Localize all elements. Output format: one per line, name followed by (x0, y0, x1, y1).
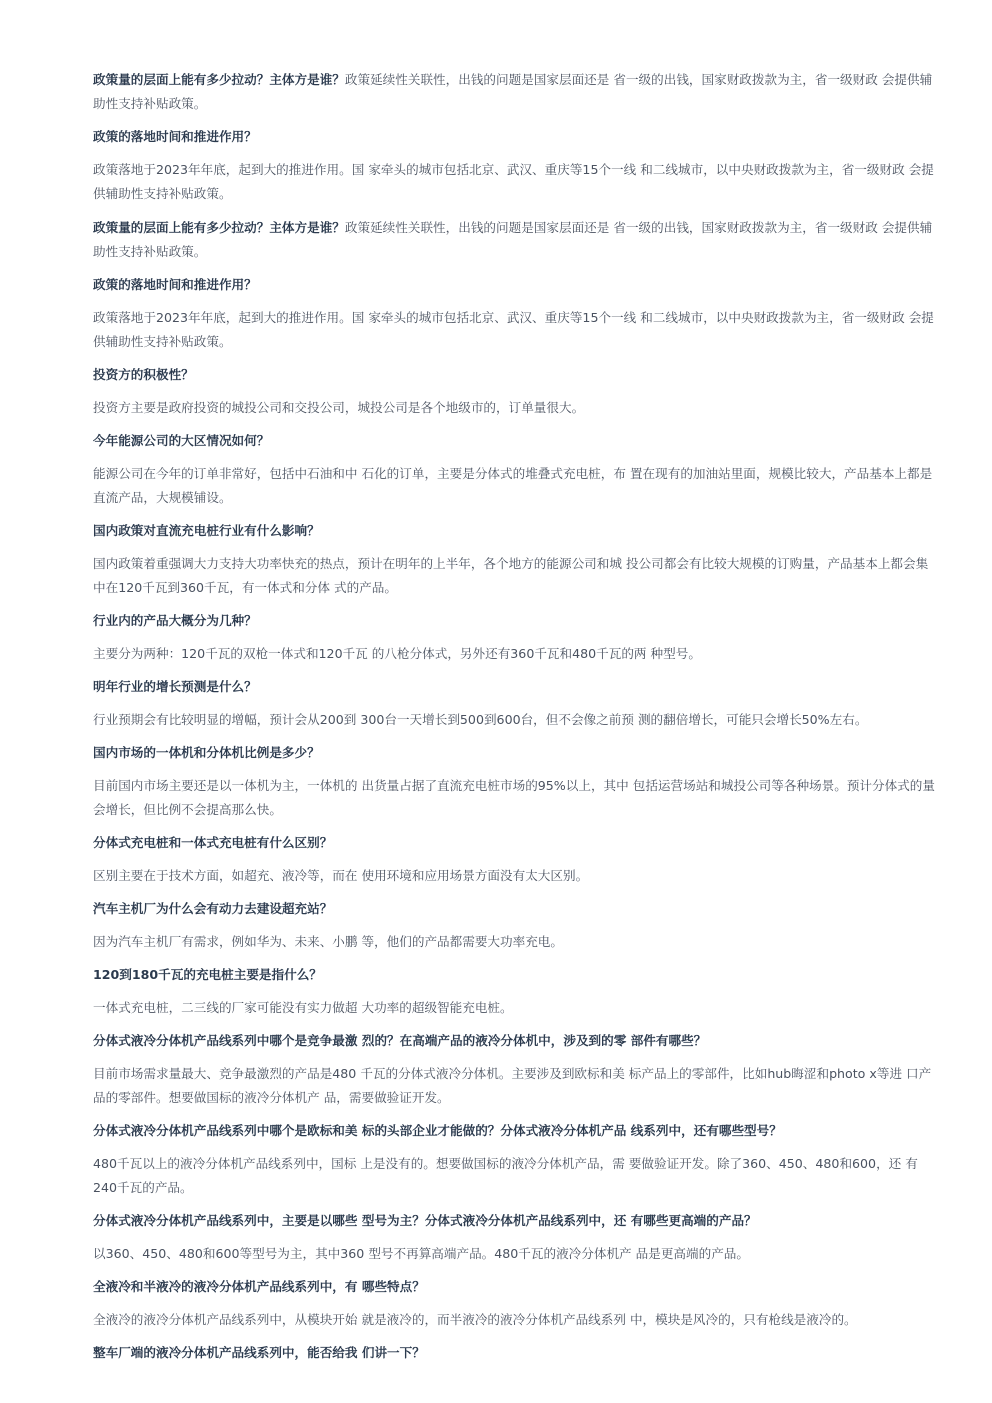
answer-text: 政策延续性关联性，出钱的问题是国家层面还是 省一级的出钱，国家财政拨款为主，省一级财政 会提供辅助性支持补贴政策。 (93, 72, 933, 111)
answer-paragraph: 480千瓦以上的液冷分体机产品线系列中，国标 上是没有的。想要做国标的液冷分体机产品，需 要做验证开发。除了360、450、480和600，还 有240千瓦的产品。 (93, 1156, 918, 1195)
answer-paragraph: 政策落地于2023年年底，起到大的推进作用。国 家牵头的城市包括北京、武汉、重庆等15个一线 和二线城市，以中央财政拨款为主，省一级财政 会提供辅助性支持补贴政策。 (93, 162, 934, 201)
answer-paragraph: 主要分为两种：120千瓦的双枪一体式和120千瓦 的八枪分体式，另外还有360千瓦和480千瓦的两 种型号。 (93, 646, 701, 661)
question-heading: 分体式液冷分体机产品线系列中哪个是欧标和美 标的头部企业才能做的？分体式液冷分体机产品 线系列中，还有哪些型号？ (93, 1123, 782, 1138)
question-heading: 投资方的积极性？ (93, 367, 194, 382)
document-body (93, 68, 939, 1374)
question-heading: 整车厂端的液冷分体机产品线系列中，能否给我 们讲一下？ (93, 1345, 425, 1360)
answer-paragraph: 一体式充电桩，二三线的厂家可能没有实力做超 大功率的超级智能充电桩。 (93, 1000, 513, 1015)
answer-paragraph: 以360、450、480和600等型号为主，其中360 型号不再算高端产品。480千瓦的液冷分体机产 品是更高端的产品。 (93, 1246, 749, 1261)
question-lead: 政策量的层面上能有多少拉动？主体方是谁？ (93, 72, 345, 87)
question-heading: 今年能源公司的大区情况如何？ (93, 433, 270, 448)
question-heading: 国内市场的一体机和分体机比例是多少？ (93, 745, 320, 760)
question-heading: 政策的落地时间和推进作用？ (93, 129, 257, 144)
answer-paragraph: 因为汽车主机厂有需求，例如华为、未来、小鹏 等，他们的产品都需要大功率充电。 (93, 934, 563, 949)
question-heading: 分体式液冷分体机产品线系列中哪个是竞争最激 烈的？在高端产品的液冷分体机中，涉及到的零 部件有哪些？ (93, 1033, 707, 1048)
question-lead: 政策量的层面上能有多少拉动？主体方是谁？ (93, 220, 345, 235)
question-heading: 120到180千瓦的充电桩主要是指什么？ (93, 967, 322, 982)
question-heading: 分体式充电桩和一体式充电桩有什么区别？ (93, 835, 333, 850)
answer-paragraph: 目前市场需求量最大、竞争最激烈的产品是480 千瓦的分体式液冷分体机。主要涉及到欧标和美 标产品上的零部件，比如hub晦涩和photo x等进 口产品的零部件。想要做国标的液冷分体机产 品，需要做验证开发。 (93, 1066, 932, 1105)
answer-paragraph: 行业预期会有比较明显的增幅，预计会从200到 300台一天增长到500到600台，但不会像之前预 测的翻倍增长，可能只会增长50%左右。 (93, 712, 868, 727)
answer-paragraph: 投资方主要是政府投资的城投公司和交投公司，城投公司是各个地级市的，订单量很大。 (93, 400, 585, 415)
answer-text: 政策延续性关联性，出钱的问题是国家层面还是 省一级的出钱，国家财政拨款为主，省一级财政 会提供辅助性支持补贴政策。 (93, 220, 933, 259)
question-heading: 国内政策对直流充电桩行业有什么影响？ (93, 523, 320, 538)
question-heading: 全液冷和半液冷的液冷分体机产品线系列中，有 哪些特点？ (93, 1279, 425, 1294)
question-heading: 明年行业的增长预测是什么？ (93, 679, 257, 694)
answer-paragraph: 国内政策着重强调大力支持大功率快充的热点，预计在明年的上半年，各个地方的能源公司和城 投公司都会有比较大规模的订购量，产品基本上都会集中在120千瓦到360千瓦，有一体式和分体 式的产品。 (93, 556, 929, 595)
answer-paragraph: 政策落地于2023年年底，起到大的推进作用。国 家牵头的城市包括北京、武汉、重庆等15个一线 和二线城市，以中央财政拨款为主，省一级财政 会提供辅助性支持补贴政策。 (93, 310, 934, 349)
question-heading: 汽车主机厂为什么会有动力去建设超充站？ (93, 901, 333, 916)
answer-paragraph: 目前国内市场主要还是以一体机为主，一体机的 出货量占据了直流充电桩市场的95%以上，其中 包括运营场站和城投公司等各种场景。预计分体式的量会增长，但比例不会提高那么快。 (93, 778, 935, 817)
qa-paragraph (93, 68, 939, 116)
qa-paragraph (93, 216, 939, 264)
question-heading: 行业内的产品大概分为几种？ (93, 613, 257, 628)
answer-paragraph: 能源公司在今年的订单非常好，包括中石油和中 石化的订单，主要是分体式的堆叠式充电桩，布 置在现有的加油站里面，规模比较大，产品基本上都是直流产品，大规模铺设。 (93, 466, 933, 505)
answer-paragraph: 全液冷的液冷分体机产品线系列中，从模块开始 就是液冷的，而半液冷的液冷分体机产品线系列 中，模块是风冷的，只有枪线是液冷的。 (93, 1312, 857, 1327)
answer-paragraph: 区别主要在于技术方面，如超充、液冷等，而在 使用环境和应用场景方面没有太大区别。 (93, 868, 589, 883)
question-heading: 分体式液冷分体机产品线系列中，主要是以哪些 型号为主？分体式液冷分体机产品线系列中，还 有哪些更高端的产品？ (93, 1213, 757, 1228)
question-heading: 政策的落地时间和推进作用？ (93, 277, 257, 292)
